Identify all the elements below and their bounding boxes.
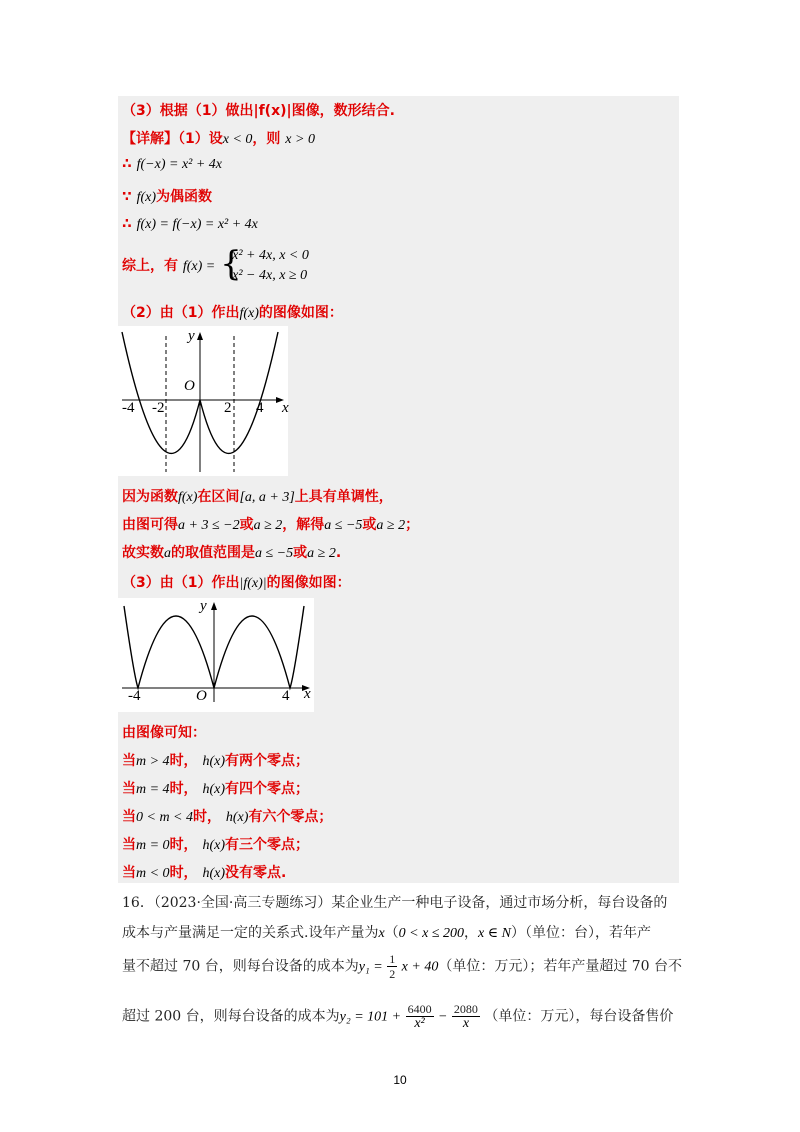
case-line: 当m = 0时， h(x)有三个零点； xyxy=(122,837,309,853)
case-line: 当m > 4时， h(x)有两个零点； xyxy=(122,753,309,769)
graph-fx xyxy=(118,326,288,476)
y-axis-label: y xyxy=(188,328,195,344)
graph-abs-fx xyxy=(118,598,314,712)
fraction: $\frac{1}{2}$ xyxy=(389,952,396,981)
solution-line-5: ∴ f(x) = f(−x) = x² + 4x xyxy=(122,216,258,232)
tick-label: 2 xyxy=(224,400,232,416)
case-line: 当m < 0时， h(x)没有零点. xyxy=(122,865,287,881)
x-axis-label: x xyxy=(304,686,311,702)
fraction: $\frac{6400}{\text{x²}}$ xyxy=(407,1002,432,1031)
case-line: 当0 < m < 4时， h(x)有六个零点； xyxy=(122,809,333,825)
piecewise-cases: { x² + 4x, x < 0 x² − 4x, x ≥ 0 xyxy=(220,244,309,284)
x-axis-label: x xyxy=(282,400,289,416)
case-line: 当m = 4时， h(x)有四个零点； xyxy=(122,781,309,797)
solution-line-3: ∴ f(−x) = x² + 4x xyxy=(122,156,223,172)
solution-line-4: ∵ f(x)为偶函数 xyxy=(122,189,213,205)
solution-line-12: 由图像可知： xyxy=(122,725,206,741)
tick-label: -4 xyxy=(128,688,141,704)
question-line-3: 量不超过 70 台，则每台设备的成本为y₁ = $\frac{1}{2}$ x + 40（单位：万元）；若年产量超过 70 台不 xyxy=(122,952,683,981)
question-line-2: 成本与产量满足一定的关系式.设年产量为x（0 < x ≤ 200，x ∈ N）（单位：台），若年产 xyxy=(122,925,651,941)
origin-label: O xyxy=(184,378,195,394)
question-line-4: 超过 200 台，则每台设备的成本为y₂ = 101 + $\frac{6400}{\text{x²}}$ − $\frac{2080}{x}$ （单位：万元），每台设备售价 xyxy=(122,1002,674,1031)
tick-label: -2 xyxy=(152,400,165,416)
solution-line-1: （3）根据（1）做出|f(x)|图像，数形结合. xyxy=(122,103,395,119)
y-axis-label: y xyxy=(200,598,207,614)
page-number: 10 xyxy=(393,1073,407,1087)
tick-label: 4 xyxy=(256,400,264,416)
origin-label: O xyxy=(196,688,207,704)
solution-line-2: 【详解】（1）设x < 0，则 x > 0 xyxy=(122,131,315,147)
solution-line-6: 综上，有 f(x) = { x² + 4x, x < 0 x² − 4x, x ≥ 0 xyxy=(122,244,309,284)
question-line-1: 16．（2023·全国·高三专题练习）某企业生产一种电子设备，通过市场分析，每台设备的 xyxy=(122,895,668,911)
solution-line-10: 故实数a的取值范围是a ≤ −5或a ≥ 2. xyxy=(122,545,342,561)
tick-label: -4 xyxy=(122,400,135,416)
fraction: $\frac{2080}{x}$ xyxy=(453,1002,478,1031)
solution-line-8: 因为函数f(x)在区间[a, a + 3]上具有单调性， xyxy=(122,489,393,505)
solution-line-11: （3）由（1）作出|f(x)|的图像如图： xyxy=(122,575,351,591)
solution-line-7: （2）由（1）作出f(x)的图像如图： xyxy=(122,305,343,321)
tick-label: 4 xyxy=(282,688,290,704)
solution-line-9: 由图可得a + 3 ≤ −2或a ≥ 2，解得a ≤ −5或a ≥ 2； xyxy=(122,517,420,533)
